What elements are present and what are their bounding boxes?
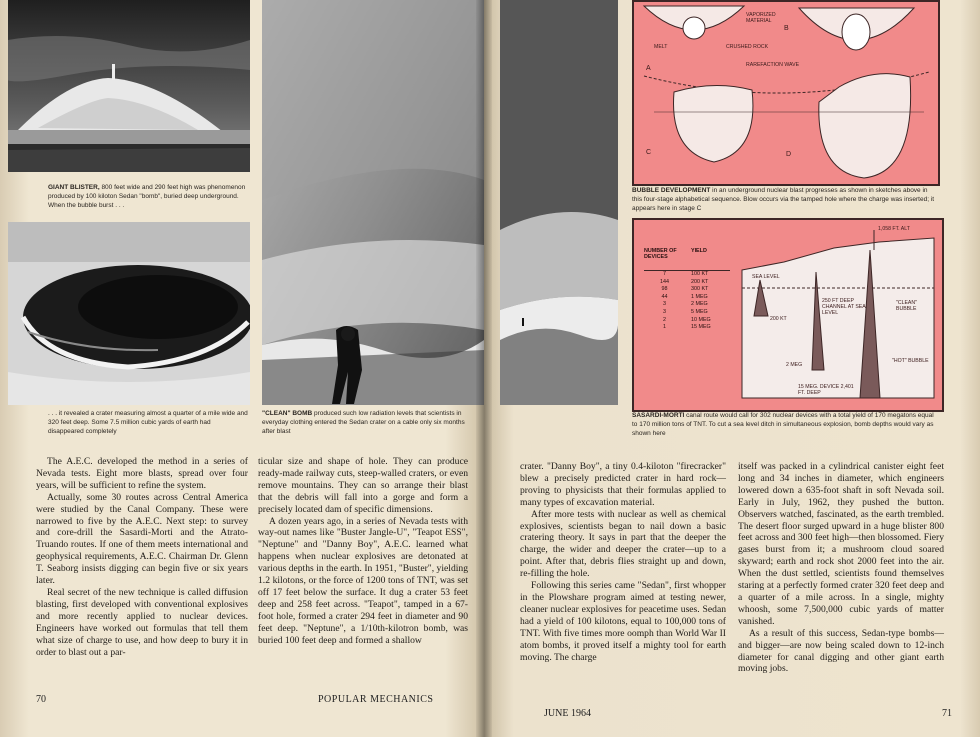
issue-date: JUNE 1964 bbox=[544, 708, 591, 719]
blast-photo bbox=[500, 0, 618, 405]
sasardi-caption-lead: SASARDI-MORTI bbox=[632, 412, 685, 419]
stage-c: C bbox=[646, 149, 652, 156]
clean-bomb-caption bbox=[262, 409, 472, 436]
paragraph: Actually, some 30 routes across Central America were studied by the Canal Company. These were narrowed to five by the A.E.C. Next step: to survey and core-drill the Sasardi-Morti and the Atrato-Truando routes. If one of them meets international and geophysical requirements, A.E.C. Chairman Dr. Glenn T. Seaborg insists digging can begin five or six years later. bbox=[36, 491, 248, 587]
book-spine bbox=[476, 0, 492, 737]
device-count: 2 bbox=[662, 316, 666, 323]
blister-caption-text: 800 feet wide and 290 feet high was phenomenon produced by 100 kiloton Sedan "bomb", buried deep underground. When the bubble burst . . . bbox=[48, 184, 246, 209]
paragraph: crater. "Danny Boy", a tiny 0.4-kiloton "firecracker" blew a precisely predicted crater in hard rock—proving to physicists that their formulas applied to many types of excavation material. bbox=[520, 461, 726, 508]
body-column-2 bbox=[258, 456, 468, 647]
device-count: 98 bbox=[661, 286, 668, 293]
crater-caption-text: . . . it revealed a crater measuring almost a quarter of a mile wide and 320 feet deep. Some 7.5 million cubic yards of earth had disappeared completely bbox=[48, 410, 248, 435]
bubble-caption-text: in an underground nuclear blast progresses as shown in sketches above in this four-stage alphabetical sequence. Blow occurs via the tamped hole where the charge was inserted; it appears here in stage C bbox=[632, 187, 935, 212]
clean-bomb-caption-text: produced such low radiation levels that scientists in everyday clothing entered the Sedan crater on a cable only six months after blast bbox=[262, 410, 465, 435]
canal-yield-diagram bbox=[632, 218, 944, 412]
sasardi-caption-text: canal route would call for 302 nuclear devices with a total yield of 170 megatons equal to 170 million tons of TNT. To cut a sea level ditch in simultaneous explosion, bomb depths would vary as shown here bbox=[632, 412, 934, 437]
stage-b: B bbox=[784, 25, 789, 32]
header-yield: YIELD bbox=[690, 248, 707, 254]
label-rarefaction: RAREFACTION WAVE bbox=[746, 62, 800, 68]
label-alt: 1,058 FT. ALT bbox=[878, 226, 910, 232]
paragraph: The A.E.C. developed the method in a series of Nevada tests. Eight more blasts, spread over four years, will be sufficient to refine the system. bbox=[36, 456, 248, 491]
label-2meg: 2 MEG bbox=[786, 362, 803, 368]
device-count: 3 bbox=[662, 308, 666, 315]
blister-caption bbox=[48, 183, 248, 210]
header-devices: NUMBER OF DEVICES bbox=[644, 248, 677, 260]
stage-d: D bbox=[786, 151, 792, 158]
device-count: 7 bbox=[662, 271, 666, 277]
label-sea-level: SEA LEVEL bbox=[752, 274, 780, 280]
device-yield: 15 MEG bbox=[690, 324, 711, 331]
clean-bomb-photo bbox=[262, 0, 484, 405]
paragraph: Real secret of the new technique is called diffusion blasting, first developed with conventional explosives and more recently applied to nuclear devices. Engineers have worked out formulas that tell them what size of charge to use, and how deep to bury it in order to blast out a par- bbox=[36, 586, 248, 658]
device-yield: 1 MEG bbox=[690, 293, 708, 300]
paragraph: As a result of this success, Sedan-type bombs—and bigger—are now being scaled down to 12-inch diameter for canal digging and other giant earth moving jobs. bbox=[738, 627, 944, 675]
bubble-caption bbox=[632, 186, 938, 213]
device-yield: 200 KT bbox=[690, 278, 709, 285]
paragraph: ticular size and shape of hole. They can produce ready-made railway cuts, steep-walled craters, or even remove mountains. They can so arrange their blast that the debris will fall into a gorge and form a precisely located dam of specific dimensions. bbox=[258, 456, 468, 515]
sasardi-caption bbox=[632, 411, 938, 438]
label-device: 15 MEG. DEVICE 2,401 FT. DEEP bbox=[798, 384, 854, 396]
stage-a: A bbox=[646, 65, 651, 72]
device-yield: 100 KT bbox=[690, 271, 709, 277]
magazine-name: POPULAR MECHANICS bbox=[318, 694, 434, 705]
device-yield: 5 MEG bbox=[690, 308, 708, 315]
bubble-caption-lead: BUBBLE DEVELOPMENT bbox=[632, 187, 711, 194]
right-page bbox=[484, 0, 980, 737]
bubble-development-diagram bbox=[632, 0, 940, 186]
label-crushed-rock: CRUSHED ROCK bbox=[726, 44, 769, 50]
paragraph: itself was packed in a cylindrical canister eight feet long and 34 inches in diameter, which engineers lowered down a 635-foot shaft in soft Nevada soil. Early in July, 1962, they pushed the button. Observers watched, fascinated, as the earth trembled. The desert floor surged upward in a huge blister 800 feet across and 300 feet high—then blossomed. Fiery gases burst from it; a mushroom cloud soared skyward; earth and rock shot 2000 feet into the air. When the dust settled, scientists found themselves staring at a perfectly formed crater 320 feet deep and a quarter of a mile across. In a single, mighty whoosh, some 7,500,000 cubic yards of matter vanished. bbox=[738, 461, 944, 627]
paragraph: Following this series came "Sedan", first whopper in the Plowshare program aimed at testing newer, cleaner nuclear explosives for peacetime uses. Sedan had a yield of 100 kilotons, equal to 100,000 tons of TNT. With five times more oomph than World War II atom bombs, it proved itself a mighty tool for earth moving. The charge bbox=[520, 580, 726, 663]
device-yield: 2 MEG bbox=[690, 301, 708, 308]
clean-bomb-caption-lead: "CLEAN" BOMB bbox=[262, 410, 313, 417]
label-vaporized: VAPORIZED MATERIAL bbox=[746, 12, 776, 24]
left-page-number: 70 bbox=[36, 694, 46, 705]
right-page-number: 71 bbox=[942, 708, 952, 719]
label-channel: 250 FT DEEP CHANNEL AT SEA LEVEL bbox=[822, 298, 866, 316]
label-clean-bubble: "CLEAN" BUBBLE bbox=[896, 300, 917, 312]
device-count: 1 bbox=[662, 324, 666, 331]
body-column-1 bbox=[36, 456, 248, 658]
device-yield: 10 MEG bbox=[690, 316, 711, 323]
device-yield: 300 KT bbox=[690, 286, 709, 293]
paragraph: A dozen years ago, in a series of Nevada tests with way-out names like "Buster Jangle-U", "Teapot ESS", "Neptune" and "Danny Boy", A.E.C. learned what happens when nuclear explosives are detonated at various depths in the earth. In 1951, "Buster", yielding 1.2 kilotons, or the force of 1200 tons of TNT, was set off 17 feet below the surface. It dug a crater 53 feet deep and 258 feet across. "Teapot", tamped in a 67-foot hole, formed a crater 294 feet in diameter and 90 feet deep. "Neptune", a 1/10th-kilotron bomb, was buried 100 feet deep and formed a shallow bbox=[258, 515, 468, 646]
left-page bbox=[0, 0, 484, 737]
label-200kt: 200 KT bbox=[770, 316, 787, 322]
paragraph: After more tests with nuclear as well as chemical explosives, scientists began to nail down a basic cratering theory. It says in part that the deeper the charge, the wider and deeper the crater—up to a point. After that, debris flies straight up and down, re-filling the hole. bbox=[520, 508, 726, 580]
crater-caption bbox=[48, 409, 248, 436]
blister-photo bbox=[8, 0, 250, 172]
blister-caption-lead: GIANT BLISTER, bbox=[48, 184, 100, 191]
body-column-3 bbox=[520, 461, 726, 663]
label-hot-bubble: "HOT" BUBBLE bbox=[892, 358, 929, 364]
device-count: 144 bbox=[659, 278, 669, 285]
crater-photo bbox=[8, 222, 250, 405]
device-count: 3 bbox=[662, 301, 666, 308]
label-melt: MELT bbox=[654, 44, 668, 50]
device-count: 44 bbox=[661, 293, 668, 300]
body-column-4 bbox=[738, 461, 944, 675]
